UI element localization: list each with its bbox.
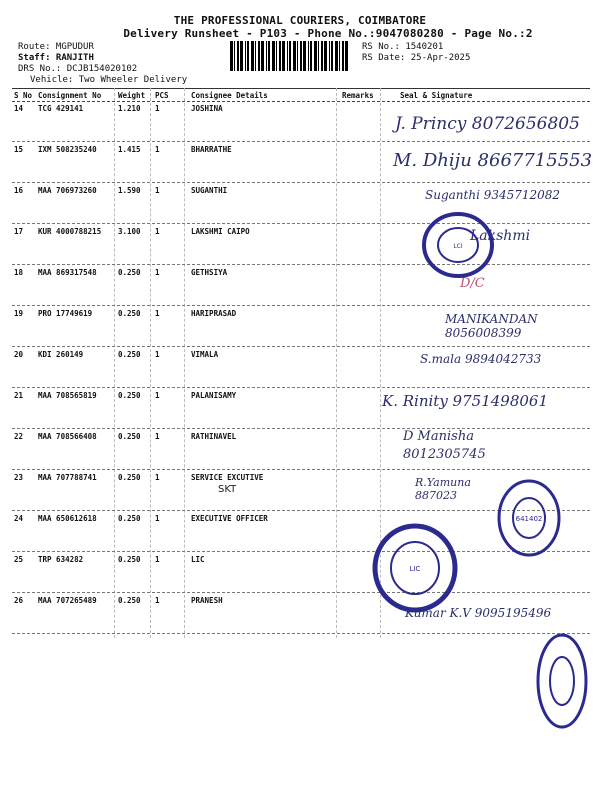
row-sno: 22 [14,432,24,441]
row-weight: 1.415 [118,145,141,154]
signature-22: D Manisha 8012305745 [403,429,486,462]
signature-19: MANIKANDAN 8056008399 [445,312,538,340]
row-pcs: 1 [155,145,160,154]
runsheet-subtitle: Delivery Runsheet - P103 - Phone No.:9047080280 - Page No.:2 [123,27,533,40]
row-sno: 14 [14,104,24,113]
row-pcs: 1 [155,268,160,277]
row-weight: 0.250 [118,596,141,605]
col-weight: Weight [118,91,146,100]
row-consignee: PALANISAMY [191,391,237,400]
row-consignee: JOSHINA [191,104,223,113]
row-weight: 3.100 [118,227,141,236]
row-sno: 15 [14,145,24,154]
row-consignee: SERVICE EXCUTIVE [191,473,264,482]
row-consignee: EXECUTIVE OFFICER [191,514,268,523]
row-pcs: 1 [155,350,160,359]
row-consignee: HARIPRASAD [191,309,237,318]
row-consignment: IXM 508235240 [38,145,97,154]
rs-no-label: RS No.: 1540201 [362,42,444,52]
row-consignment: MAA 707788741 [38,473,97,482]
post-office-seal-icon [496,478,562,558]
col-pcs: PCS [155,91,169,100]
signature-21: K. Rinity 9751498061 [382,392,548,410]
signature-16: Suganthi 9345712082 [425,188,561,202]
signature-14: J. Princy 8072656805 [395,114,580,134]
company-seal-icon [420,210,496,280]
table-row [12,264,590,306]
svg-text:LCI: LCI [453,243,463,250]
row-consignment: MAA 708566408 [38,432,97,441]
row-pcs: 1 [155,104,160,113]
row-pcs: 1 [155,473,160,482]
note-skt: SKT [218,484,237,495]
signature-20: S.mala 9894042733 [420,352,542,366]
row-weight: 0.250 [118,473,141,482]
row-sno: 18 [14,268,24,277]
row-consignment: MAA 650612618 [38,514,97,523]
row-sno: 20 [14,350,24,359]
col-consignee: Consignee Details [191,91,268,100]
tamil-seal-icon [535,632,589,730]
row-weight: 0.250 [118,350,141,359]
col-seal: Seal & Signature [400,91,473,100]
row-consignee: SUGANTHI [191,186,228,195]
rs-date-label: RS Date: 25-Apr-2025 [362,53,471,63]
row-pcs: 1 [155,596,160,605]
signature-18: D/C [460,276,485,291]
row-pcs: 1 [155,186,160,195]
barcode-icon [230,41,352,71]
svg-text:LIC: LIC [409,565,421,573]
row-sno: 19 [14,309,24,318]
row-pcs: 1 [155,514,160,523]
staff-label: Staff: RANJITH [18,53,94,63]
row-consignee: GETHSIYA [191,268,228,277]
row-consignee: RATHINAVEL [191,432,237,441]
row-consignment: MAA 707265489 [38,596,97,605]
signature-15: M. Dhiju 8667715553 [393,150,593,171]
row-consignment: MAA 869317548 [38,268,97,277]
row-consignment: PRO 17749619 [38,309,93,318]
row-sno: 26 [14,596,24,605]
lic-seal-icon [372,523,458,613]
row-pcs: 1 [155,227,160,236]
row-weight: 0.250 [118,555,141,564]
signature-23: R.Yamuna 887023 [415,476,471,502]
row-weight: 0.250 [118,391,141,400]
route-label: Route: MGPUDUR [18,42,94,52]
runsheet-title: THE PROFESSIONAL COURIERS, COIMBATORE [173,14,427,27]
row-pcs: 1 [155,391,160,400]
drs-label: DRS No.: DCJB154020102 [18,64,138,74]
row-pcs: 1 [155,555,160,564]
row-sno: 24 [14,514,24,523]
col-remarks: Remarks [342,91,374,100]
row-weight: 0.250 [118,309,141,318]
row-consignment: KUR 4000788215 [38,227,102,236]
row-weight: 1.590 [118,186,141,195]
row-consignee: LIC [191,555,205,564]
row-weight: 0.250 [118,514,141,523]
signature-17: Lakshmi [470,228,531,244]
vehicle-label: Vehicle: Two Wheeler Delivery [30,75,188,85]
row-sno: 17 [14,227,24,236]
row-sno: 25 [14,555,24,564]
row-pcs: 1 [155,309,160,318]
row-consignment: MAA 706973260 [38,186,97,195]
row-weight: 0.250 [118,268,141,277]
row-consignee: VIMALA [191,350,219,359]
row-weight: 0.250 [118,432,141,441]
row-consignment: MAA 708565819 [38,391,97,400]
row-sno: 16 [14,186,24,195]
row-consignee: PRANESH [191,596,223,605]
row-consignee: BHARRATHE [191,145,232,154]
col-consignment: Consignment No [38,91,102,100]
row-consignment: TRP 634282 [38,555,84,564]
signature-26: Kumar K.V 9095195496 [405,606,552,620]
row-consignment: TCG 429141 [38,104,84,113]
row-consignee: LAKSHMI CAIPO [191,227,250,236]
row-consignment: KDI 260149 [38,350,84,359]
row-weight: 1.210 [118,104,141,113]
row-sno: 23 [14,473,24,482]
row-pcs: 1 [155,432,160,441]
row-sno: 21 [14,391,24,400]
col-sno: S No [14,91,33,100]
svg-text:641402: 641402 [515,515,543,523]
